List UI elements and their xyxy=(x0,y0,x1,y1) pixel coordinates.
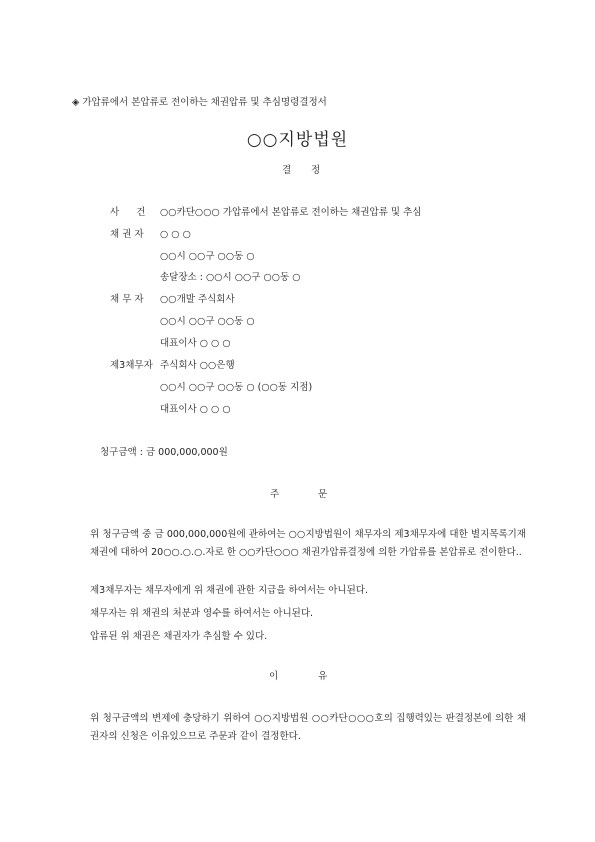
debtor-address: ○○시 ○○구 ○○동 ○ xyxy=(160,316,255,327)
document-type-label: ◈ 가압류에서 본압류로 전이하는 채권압류 및 추심명령결정서 xyxy=(72,97,327,108)
decision-title-char-2: 정 xyxy=(311,165,321,176)
third-debtor-label: 제3채무자 xyxy=(110,360,153,371)
decision-title-char-1: 결 xyxy=(282,165,292,176)
third-debtor-representative: 대표이사 ○ ○ ○ xyxy=(160,404,231,415)
case-label: 사 건 xyxy=(110,207,146,218)
creditor-address: ○○시 ○○구 ○○동 ○ xyxy=(160,251,255,262)
reason-heading-char-2: 유 xyxy=(318,671,328,682)
reason-paragraph: 위 청구금액의 변제에 충당하기 위하여 ○○지방법원 ○○카단○○○호의 집행력있는 판결정본에 의한 채권자의 신청은 이유있으므로 주문과 같이 결정한다. xyxy=(90,713,526,742)
case-value: ○○카단○○○ 가압류에서 본압류로 전이하는 채권압류 및 추심 xyxy=(160,207,422,218)
creditor-service-address: 송달장소 : ○○시 ○○구 ○○동 ○ xyxy=(160,272,301,283)
reason-heading-char-1: 이 xyxy=(269,671,279,682)
creditor-label: 채 권 자 xyxy=(110,229,144,240)
third-debtor-name: 주식회사 ○○은행 xyxy=(160,360,235,371)
order-item-1: 제3채무자는 채무자에게 위 채권에 관한 지급을 하여서는 아니된다. xyxy=(90,585,368,596)
creditor-name: ○ ○ ○ xyxy=(160,229,191,240)
court-name: ○○지방법원 xyxy=(246,130,349,150)
debtor-name: ○○개발 주식회사 xyxy=(160,294,235,305)
debtor-representative: 대표이사 ○ ○ ○ xyxy=(160,338,231,349)
order-heading-char-1: 주 xyxy=(270,489,280,500)
order-heading-char-2: 문 xyxy=(318,489,328,500)
order-paragraph: 위 청구금액 중 금 000,000,000원에 관하여는 ○○지방법원이 채무자의 제3채무자에 대한 별지목록기재 채권에 대하여 20○○.○.○.자로 한 ○○카단○○○ 채권가압류결정에 의한 가압류를 본압류로 전이한다.. xyxy=(90,529,526,558)
debtor-label: 채 무 자 xyxy=(110,294,144,305)
claim-amount: 청구금액 : 금 000,000,000원 xyxy=(100,447,228,458)
order-item-2: 채무자는 위 채권의 처분과 영수를 하여서는 아니된다. xyxy=(90,608,314,619)
order-item-3: 압류된 위 채권은 채권자가 추심할 수 있다. xyxy=(90,631,268,642)
third-debtor-address: ○○시 ○○구 ○○동 ○ (○○동 지점) xyxy=(160,382,313,393)
